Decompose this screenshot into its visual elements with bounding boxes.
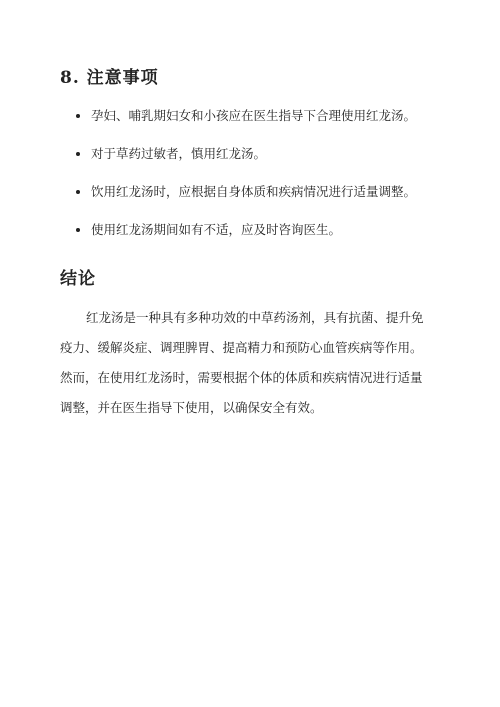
paragraph-line: 调整，并在医生指导下使用，以确保安全有效。: [60, 400, 323, 415]
precautions-heading: 8. 注意事项: [60, 68, 159, 88]
bullet-icon: [76, 190, 80, 194]
bullet-icon: [76, 114, 80, 118]
list-item-text: 对于草药过敏者，慎用红龙汤。: [91, 146, 267, 161]
paragraph-line: 疫力、缓解炎症、调理脾胃、提高精力和预防心血管疾病等作用。: [60, 340, 423, 355]
paragraph-line: 然而，在使用红龙汤时，需要根据个体的体质和疾病情况进行适量: [60, 370, 423, 385]
list-item: [60, 109, 450, 147]
list-item-text: 孕妇、哺乳期妇女和小孩应在医生指导下合理使用红龙汤。: [91, 108, 417, 123]
list-item: [60, 147, 450, 185]
bullet-icon: [76, 228, 80, 232]
bullet-icon: [76, 152, 80, 156]
conclusion-heading: 结论: [60, 269, 96, 289]
precautions-list: [60, 109, 450, 261]
conclusion-paragraph: [60, 311, 444, 431]
list-item-text: 饮用红龙汤时，应根据自身体质和疾病情况进行适量调整。: [91, 184, 417, 199]
list-item: [60, 223, 450, 261]
list-item-text: 使用红龙汤期间如有不适，应及时咨询医生。: [91, 222, 342, 237]
paragraph-line: 红龙汤是一种具有多种功效的中草药汤剂，具有抗菌、提升免: [86, 310, 424, 325]
list-item: [60, 185, 450, 223]
